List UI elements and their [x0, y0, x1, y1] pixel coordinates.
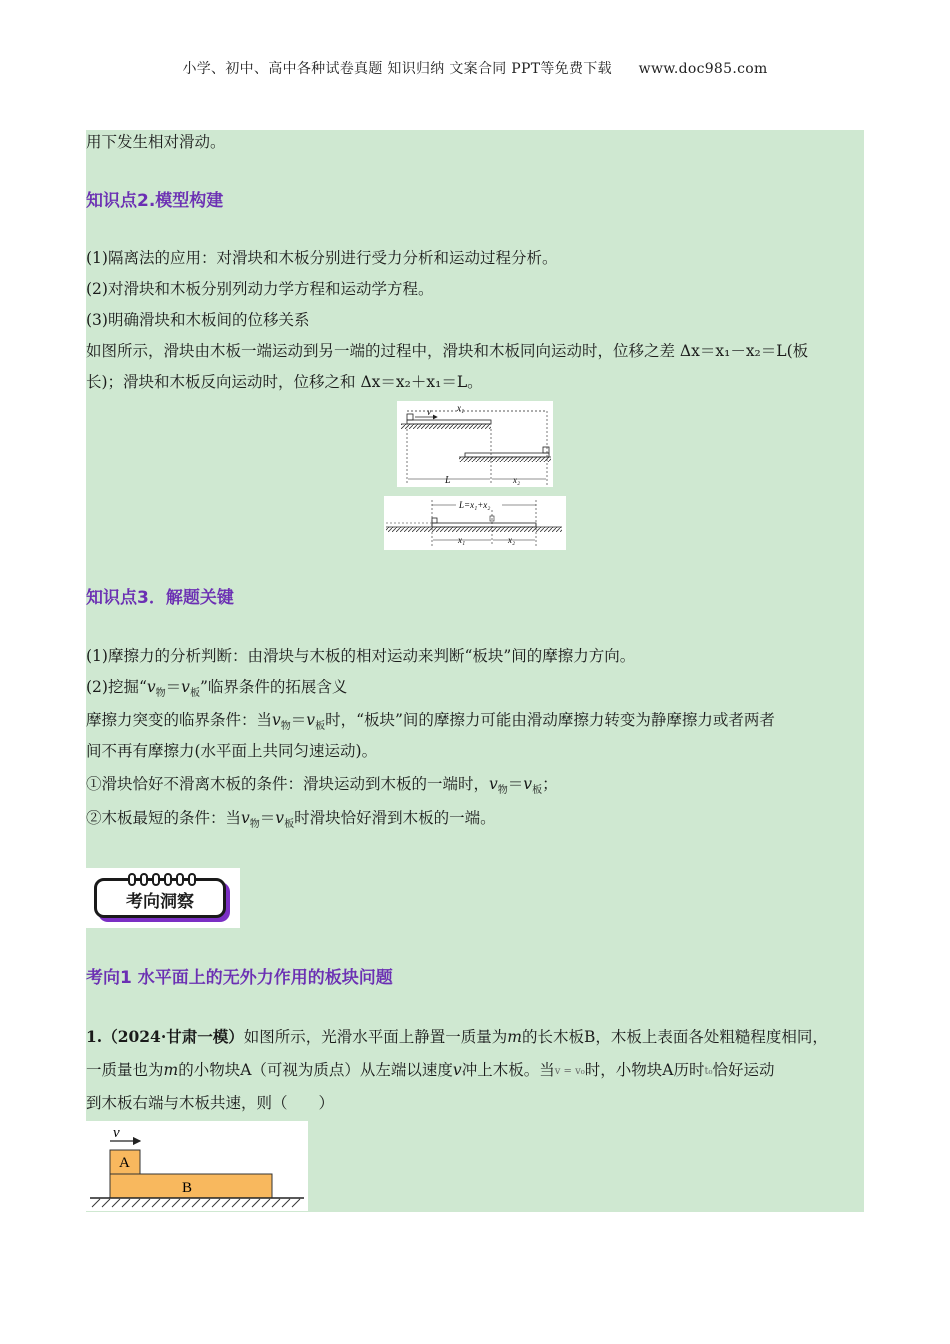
section2-title: 知识点2.模型构建: [86, 191, 224, 211]
section2-item-1: (1)隔离法的应用：对滑块和木板分别进行受力分析和运动过程分析。: [86, 249, 558, 267]
q1-line2-d: 时，小物块A历时: [584, 1061, 705, 1079]
question1-line-2: [86, 1055, 864, 1087]
page-header: [0, 58, 950, 78]
equals: ＝: [507, 775, 524, 793]
section3-line-2: [86, 672, 864, 709]
v-symbol: v: [241, 809, 250, 827]
fig1-x2-label: x₂: [513, 475, 521, 485]
q1-text-2: 的长木板B，木板上表面各处粗糙程度相同，: [521, 1028, 828, 1046]
question1-figure: [86, 1121, 308, 1211]
condition-v-v0: v = v₀: [554, 1066, 585, 1077]
section2-item-3: (3)明确滑块和木板间的位移关系: [86, 311, 310, 329]
question1-line-3: 到木板右端与木板共速，则（ ）: [86, 1094, 335, 1112]
sub-ban: 板: [532, 785, 543, 797]
figure-same-direction: [397, 401, 553, 487]
m-symbol: m: [507, 1028, 522, 1046]
line2-suffix: ”临界条件的拓展含义: [199, 678, 348, 696]
section3-line-5: [86, 769, 864, 806]
q1-line2-b: 的小物块A（可视为质点）从左端以速度: [178, 1061, 453, 1079]
question1-line-1: [86, 1021, 864, 1053]
fig2-x1-label: x₁: [458, 535, 466, 545]
section2-para-2: 长)；滑块和木板反向运动时，位移之和 Δx＝x₂＋x₁＝L。: [86, 373, 483, 391]
v-symbol: v: [489, 775, 498, 793]
t0-symbol: t₀: [704, 1066, 713, 1077]
line3-suffix: 时，“板块”间的摩擦力可能由滑动摩擦力转变为静摩擦力或者两者: [325, 711, 775, 729]
question-number: 1.: [86, 1027, 103, 1046]
line6-suffix: 时滑块恰好滑到木板的一端。: [294, 809, 496, 827]
line5-prefix: ①滑块恰好不滑离木板的条件：滑块运动到木板的一端时，: [86, 775, 490, 793]
section3-line-4: 间不再有摩擦力(水平面上共同匀速运动)。: [86, 742, 378, 760]
sub-ban: 板: [284, 819, 295, 831]
kaoxiang-badge: [86, 868, 240, 928]
figure-opposite-direction: [384, 496, 566, 550]
sub-wu: 物: [497, 785, 508, 797]
q1-line2-a: 一质量也为: [86, 1061, 164, 1079]
binder-rings-icon: [127, 872, 199, 886]
figure-same-direction-drawing: [397, 401, 553, 487]
header-url[interactable]: www.doc985.com: [638, 61, 768, 77]
badge-frame: [94, 878, 226, 918]
m-symbol: m: [163, 1061, 179, 1079]
sub-ban: 板: [189, 688, 200, 700]
section2-item-2: (2)对滑块和木板分别列动力学方程和运动学方程。: [86, 280, 434, 298]
fig1-x1-top-label: x₁: [457, 403, 465, 413]
section2-para-1: 如图所示，滑块由木板一端运动到另一端的过程中，滑块和木板同向运动时，位移之差 Δx＝x₁－x₂＝L(板: [86, 342, 809, 360]
equals: ＝: [165, 678, 182, 696]
v-symbol: v: [272, 711, 281, 729]
line6-prefix: ②木板最短的条件：当: [86, 809, 242, 827]
sub-ban: 板: [315, 721, 326, 733]
question-source: （2024·甘肃一模）: [102, 1027, 244, 1046]
section3-line-6: [86, 803, 864, 840]
fig1-L-label: L: [445, 475, 451, 486]
fig-v-label: v: [113, 1125, 120, 1141]
line5-suffix: ；: [542, 775, 558, 793]
line3-prefix: 摩擦力突变的临界条件：当: [86, 711, 273, 729]
topic1-title: 考向1 水平面上的无外力作用的板块问题: [86, 968, 393, 988]
v-symbol: v: [146, 678, 156, 696]
section3-title: 知识点3．解题关键: [86, 588, 234, 608]
v-symbol: v: [452, 1061, 462, 1079]
v-symbol: v: [306, 711, 316, 729]
equals: ＝: [290, 711, 307, 729]
fig2-x2-label: x₂: [508, 535, 516, 545]
v-symbol: v: [275, 809, 285, 827]
sub-wu: 物: [280, 721, 291, 733]
line2-prefix: (2)挖掘“: [86, 678, 147, 696]
header-text: 小学、初中、高中各种试卷真题 知识归纳 文案合同 PPT等免费下载: [182, 61, 612, 77]
question1-figure-drawing: [86, 1121, 308, 1211]
fig2-eq-label: L=x₁+x₂: [459, 500, 491, 510]
equals: ＝: [259, 809, 276, 827]
v-symbol: v: [181, 678, 190, 696]
q1-line2-c: 冲上木板。当: [461, 1061, 555, 1079]
q1-text-1: 如图所示，光滑水平面上静置一质量为: [243, 1028, 508, 1046]
v-symbol: v: [523, 775, 533, 793]
sub-wu: 物: [155, 688, 166, 700]
intro-tail: 用下发生相对滑动。: [86, 133, 226, 151]
q1-line2-e: 恰好运动: [712, 1061, 775, 1079]
figure-opposite-direction-drawing: [384, 496, 566, 550]
block-A-label: A: [119, 1155, 130, 1171]
board-B-label: B: [182, 1180, 193, 1196]
badge-label: 考向洞察: [126, 892, 194, 912]
fig1-v-label: v: [427, 407, 431, 417]
section3-line-1: (1)摩擦力的分析判断：由滑块与木板的相对运动来判断“板块”间的摩擦力方向。: [86, 647, 636, 665]
sub-wu: 物: [249, 819, 260, 831]
